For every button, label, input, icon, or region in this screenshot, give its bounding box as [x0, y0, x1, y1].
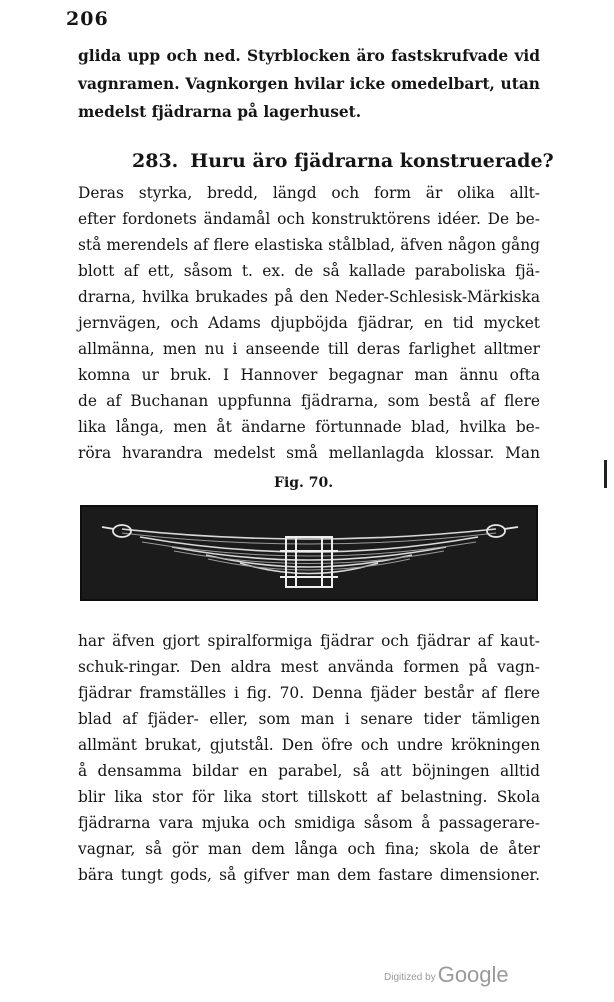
text-line: lika långa, men åt ändarne förtunnade blad, hvilka be- [78, 418, 540, 436]
leaf-spring-illustration [82, 507, 536, 599]
text-line: de af Buchanan uppfunna fjädrarna, som bestå af flere [78, 392, 540, 410]
text-line: vagnar, så gör man dem långa och fina; skola de åter [78, 840, 540, 858]
text-line: komna ur bruk. I Hannover begagnar man ännu ofta [78, 366, 540, 384]
text-line: vagnramen. Vagnkorgen hvilar icke omedelbart, utan [78, 75, 540, 93]
text-line: schuk-ringar. Den aldra mest använda formen på vagn- [78, 658, 540, 676]
text-line: allmänna, men nu i anseende till deras farlighet alltmer [78, 340, 540, 358]
section-title: Huru äro fjädrarna konstruerade? [190, 150, 554, 172]
text-line: medelst fjädrarna på lagerhuset. [78, 103, 362, 121]
digitized-label: Digitized by [384, 972, 436, 983]
text-line: röra hvarandra medelst små mellanlagda klossar. Man [78, 444, 540, 462]
text-line: å densamma bildar en parabel, så att böjningen alltid [78, 762, 540, 780]
text-line: bära tungt gods, så gifver man dem fastare dimensioner. [78, 866, 540, 884]
leaf-spring-figure [80, 505, 538, 601]
text-line: drarna, hvilka brukades på den Neder-Schlesisk-Märkiska [78, 288, 540, 306]
margin-mark [604, 460, 607, 488]
text-line: Deras styrka, bredd, längd och form är olika allt- [78, 184, 540, 202]
section-number: 283. [132, 150, 179, 172]
text-line: efter fordonets ändamål och konstruktörens idéer. De be- [78, 210, 540, 228]
text-line: stå merendels af flere elastiska stålblad, äfven någon gång [78, 236, 540, 254]
section-heading [132, 150, 554, 172]
text-line: fjädrar framställes i fig. 70. Denna fjäder består af flere [78, 684, 540, 702]
text-line: blir lika stor för lika stort tillskott af belastning. Skola [78, 788, 540, 806]
text-line: har äfven gjort spiralformiga fjädrar och fjädrar af kaut- [78, 632, 540, 650]
text-line: blad af fjäder- eller, som man i senare tider tämligen [78, 710, 540, 728]
figure-caption: Fig. 70. [274, 475, 334, 491]
text-line: jernvägen, och Adams djupböjda fjädrar, en tid mycket [78, 314, 540, 332]
google-logo: Google [437, 962, 509, 987]
text-line: fjädrarna vara mjuka och smidiga såsom å passagerare- [78, 814, 540, 832]
digitized-by-footer [384, 962, 509, 988]
text-line: blott af ett, såsom t. ex. de så kallade paraboliska fjä- [78, 262, 540, 280]
text-line: allmänt brukat, gjutstål. Den öfre och undre krökningen [78, 736, 540, 754]
text-line: glida upp och ned. Styrblocken äro fastskrufvade vid [78, 47, 540, 65]
page-number: 206 [66, 8, 109, 30]
